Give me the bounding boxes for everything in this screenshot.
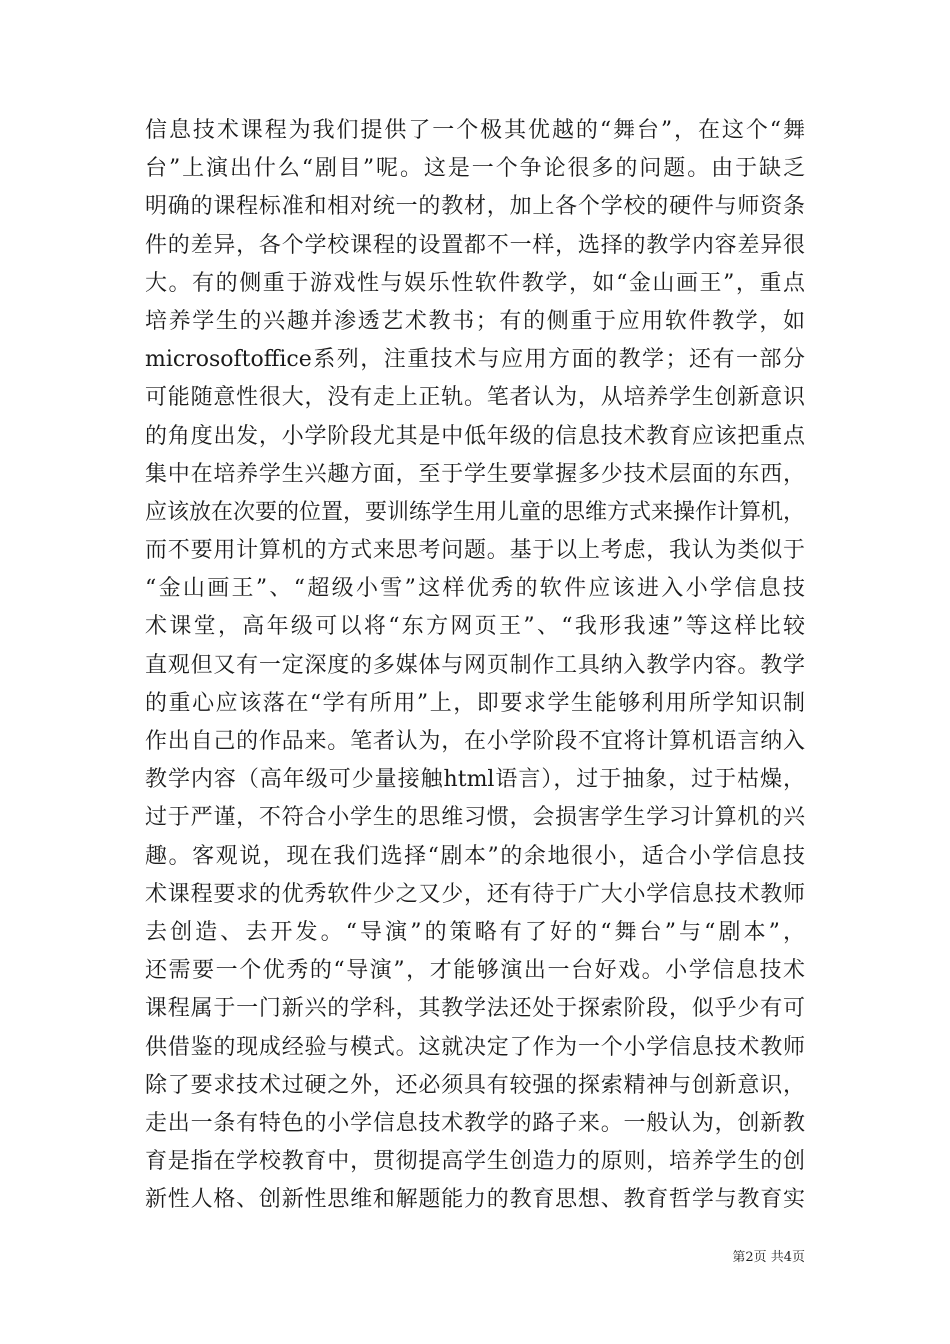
text-line: 培养学生的兴趣并渗透艺术教书；有的侧重于应用软件教学，如 xyxy=(145,308,805,334)
text-line: 术课堂，高年级可以将“东方网页王”、“我形我速”等这样比较 xyxy=(145,614,805,640)
text-line: 的重心应该落在“学有所用”上，即要求学生能够利用所学知识制 xyxy=(145,690,805,716)
text-line: 而不要用计算机的方式来思考问题。基于以上考虑，我认为类似于 xyxy=(145,538,805,564)
text-line: microsoftoffice系列，注重技术与应用方面的教学；还有一部分 xyxy=(145,347,805,373)
text-line: 过于严谨，不符合小学生的思维习惯，会损害学生学习计算机的兴 xyxy=(145,805,805,831)
text-line: 件的差异，各个学校课程的设置都不一样，选择的教学内容差异很 xyxy=(145,232,805,258)
text-line: 明确的课程标准和相对统一的教材，加上各个学校的硬件与师资条 xyxy=(145,194,805,220)
text-line: 供借鉴的现成经验与模式。这就决定了作为一个小学信息技术教师 xyxy=(145,1034,805,1060)
text-line: 可能随意性很大，没有走上正轨。笔者认为，从培养学生创新意识 xyxy=(145,385,805,411)
text-line: 集中在培养学生兴趣方面，至于学生要掌握多少技术层面的东西， xyxy=(145,461,805,487)
text-line: 去创造、去开发。“导演”的策略有了好的“舞台”与“剧本”， xyxy=(145,919,805,945)
text-line: 新性人格、创新性思维和解题能力的教育思想、教育哲学与教育实 xyxy=(145,1187,805,1213)
text-line: 信息技术课程为我们提供了一个极其优越的“舞台”，在这个“舞 xyxy=(145,118,805,143)
page-number-footer: 第2页 共4页 xyxy=(732,1250,805,1265)
text-line: 育是指在学校教育中，贯彻提高学生创造力的原则，培养学生的创 xyxy=(145,1149,805,1175)
text-line: 大。有的侧重于游戏性与娱乐性软件教学，如“金山画王”，重点 xyxy=(145,270,805,296)
text-line: 趣。客观说，现在我们选择“剧本”的余地很小，适合小学信息技 xyxy=(145,843,805,869)
text-line: 直观但又有一定深度的多媒体与网页制作工具纳入教学内容。教学 xyxy=(145,652,805,678)
body-text xyxy=(145,112,805,1219)
text-line: 教学内容（高年级可少量接触html语言），过于抽象，过于枯燥， xyxy=(145,767,805,793)
text-line: 作出自己的作品来。笔者认为，在小学阶段不宜将计算机语言纳入 xyxy=(145,729,805,754)
text-line: 术课程要求的优秀软件少之又少，还有待于广大小学信息技术教师 xyxy=(145,881,805,907)
text-line: “金山画王”、“超级小雪”这样优秀的软件应该进入小学信息技 xyxy=(145,576,805,602)
text-line: 的角度出发，小学阶段尤其是中低年级的信息技术教育应该把重点 xyxy=(145,423,805,449)
text-line: 除了要求技术过硬之外，还必须具有较强的探索精神与创新意识， xyxy=(145,1072,805,1098)
text-line: 还需要一个优秀的“导演”，才能够演出一台好戏。小学信息技术 xyxy=(145,958,805,984)
text-line: 走出一条有特色的小学信息技术教学的路子来。一般认为，创新教 xyxy=(145,1110,805,1136)
text-line: 课程属于一门新兴的学科，其教学法还处于探索阶段，似乎少有可 xyxy=(145,996,805,1022)
text-line: 应该放在次要的位置，要训练学生用儿童的思维方式来操作计算机， xyxy=(145,499,806,525)
text-line: 台”上演出什么“剧目”呢。这是一个争论很多的问题。由于缺乏 xyxy=(145,156,805,182)
